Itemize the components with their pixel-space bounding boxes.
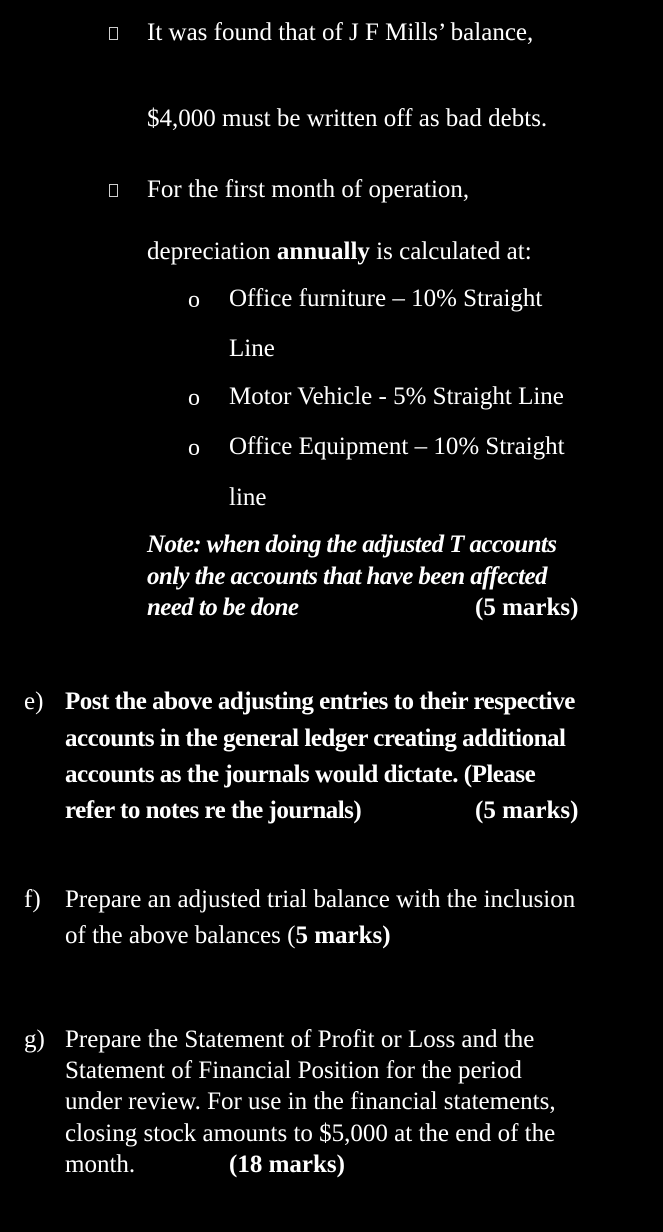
question-g-line-2: Statement of Financial Position for the period: [65, 1057, 522, 1084]
question-g-line-1: Prepare the Statement of Profit or Loss and the: [65, 1026, 535, 1053]
sub-bullet-marker: o: [188, 287, 200, 313]
sub-item-3-line-2: line: [229, 484, 267, 511]
question-f-marks: 5 marks): [295, 922, 391, 949]
sub-bullet-marker: o: [188, 385, 200, 411]
bullet-2-text-post: is calculated at:: [369, 238, 532, 265]
question-f-text: of the above balances (: [65, 922, 296, 949]
question-e-line-4: refer to notes re the journals): [65, 797, 362, 824]
note-marks: (5 marks): [475, 594, 579, 621]
note-line-2: only the accounts that have been affected: [147, 563, 547, 590]
question-e-line-1: Post the above adjusting entries to their respective: [65, 688, 575, 715]
question-g-marks: (18 marks): [229, 1151, 345, 1178]
note-line-3: need to be done: [147, 594, 299, 621]
bullet-2-line-2: [147, 237, 532, 267]
sub-item-2-line-1: Motor Vehicle - 5% Straight Line: [229, 383, 564, 410]
question-g-line-5: month.: [65, 1151, 136, 1178]
bullet-1-line-2: $4,000 must be written off as bad debts.: [147, 105, 548, 132]
question-e-line-2: accounts in the general ledger creating additional: [65, 725, 566, 752]
bullet-2-text-pre: depreciation: [147, 238, 277, 265]
sub-item-1-line-2: Line: [229, 335, 275, 362]
bullet-2-text-bold: annually: [276, 238, 370, 265]
bullet-2-line-1: For the first month of operation,: [147, 176, 470, 203]
bullet-square-icon: [109, 27, 118, 40]
question-e-line-3: accounts as the journals would dictate. (Please: [65, 761, 536, 788]
question-e-marks: (5 marks): [475, 797, 579, 824]
question-g-line-4: closing stock amounts to $5,000 at the end of the: [65, 1120, 556, 1147]
bullet-square-icon: [109, 184, 118, 197]
sub-item-1-line-1: Office furniture – 10% Straight: [229, 285, 543, 312]
question-g-label: g): [24, 1026, 45, 1053]
sub-bullet-marker: o: [188, 435, 200, 461]
sub-item-3-line-1: Office Equipment – 10% Straight: [229, 433, 565, 460]
question-f-line-2: [65, 921, 391, 951]
question-f-line-1: Prepare an adjusted trial balance with the inclusion: [65, 886, 576, 913]
note-line-1: Note: when doing the adjusted T accounts: [147, 531, 557, 558]
question-g-line-3: under review. For use in the financial statements,: [65, 1088, 556, 1115]
question-f-label: f): [24, 886, 41, 913]
question-e-label: e): [24, 688, 44, 715]
bullet-1-line-1: It was found that of J F Mills’ balance,: [147, 19, 534, 46]
